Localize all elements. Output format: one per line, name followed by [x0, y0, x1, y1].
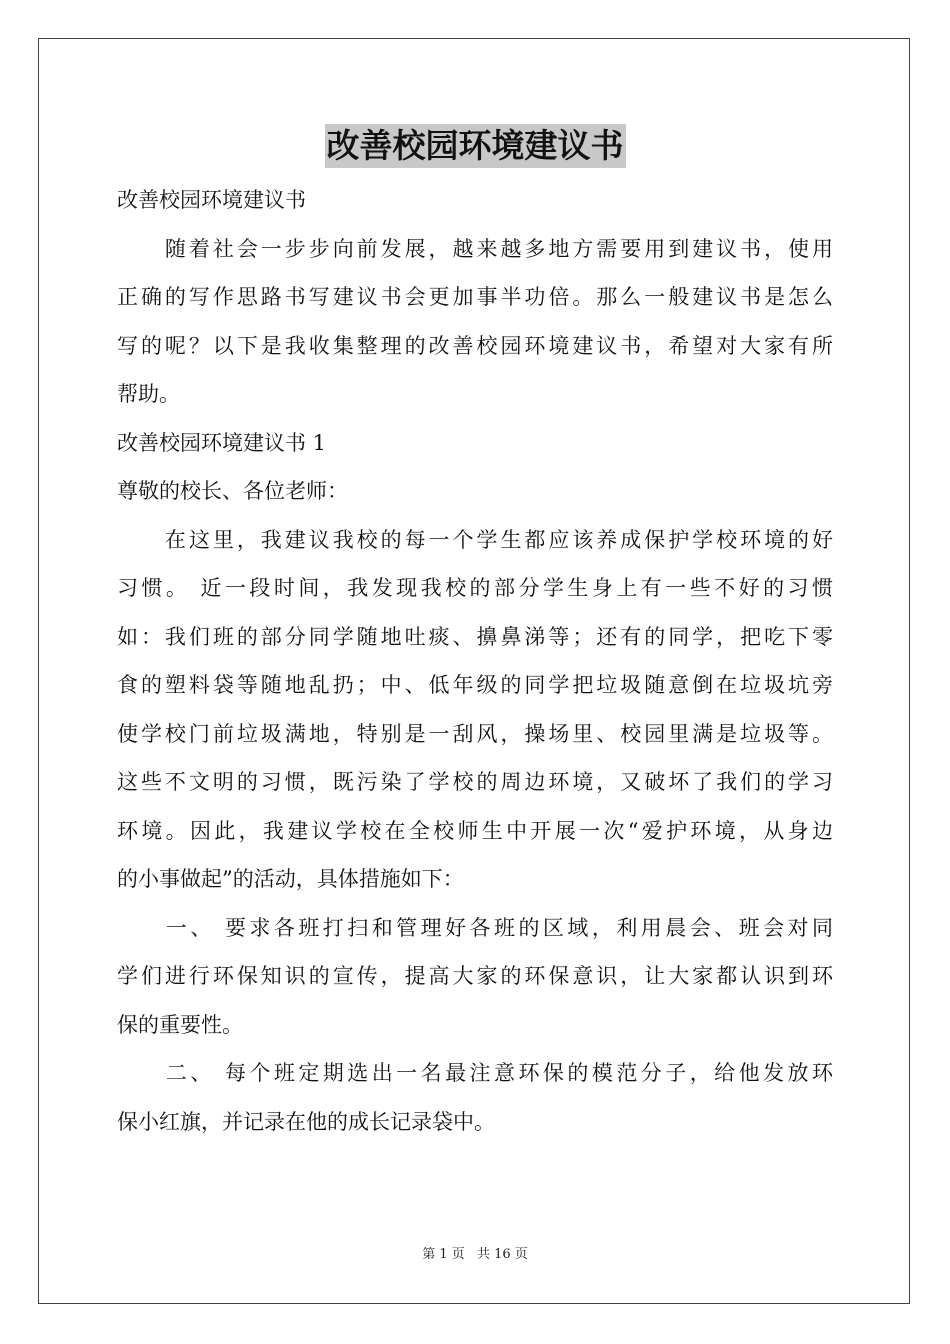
body-line: 写的呢？以下是我收集整理的改善校园环境建议书，希望对大家有所: [117, 333, 833, 358]
section-heading: 改善校园环境建议书 1: [117, 430, 327, 455]
body-line: 环境。因此，我建议学校在全校师生中开展一次“爱护环境，从身边: [117, 818, 833, 843]
body-line: 二、 每个班定期选出一名最注意环保的模范分子，给他发放环: [117, 1061, 833, 1085]
body-line: 随着社会一步步向前发展，越来越多地方需要用到建议书，使用: [117, 236, 833, 261]
page-number: 第 1 页: [422, 1247, 465, 1262]
body-line: 保的重要性。: [117, 1012, 243, 1037]
body-line: 的小事做起”的活动，具体措施如下：: [117, 867, 464, 891]
body-line: 这些不文明的习惯，既污染了学校的周边环境，又破坏了我们的学习: [117, 770, 833, 794]
body-line: 学们进行环保知识的宣传，提高大家的环保意识，让大家都认识到环: [117, 964, 833, 988]
body-line: 保小红旗，并记录在他的成长记录袋中。: [117, 1109, 495, 1134]
body-line: 如：我们班的部分同学随地吐痰、擤鼻涕等；还有的同学，把吃下零: [117, 624, 833, 649]
body-line: 正确的写作思路书写建议书会更加事半功倍。那么一般建议书是怎么: [117, 285, 833, 309]
body-line: 一、 要求各班打扫和管理好各班的区域，利用晨会、班会对同: [117, 915, 833, 940]
document-body: [117, 176, 833, 1146]
body-line: 使学校门前垃圾满地，特别是一刮风，操场里、校园里满是垃圾等。: [117, 721, 833, 746]
document-title: 改善校园环境建议书: [325, 124, 626, 168]
body-line: 习惯。 近一段时间，我发现我校的部分学生身上有一些不好的习惯: [117, 576, 833, 600]
title-area: [0, 124, 950, 168]
subtitle-line: 改善校园环境建议书: [117, 188, 306, 212]
body-line: 在这里，我建议我校的每一个学生都应该养成保护学校环境的好: [117, 527, 833, 552]
body-line: 食的塑料袋等随地乱扔；中、低年级的同学把垃圾随意倒在垃圾坑旁: [117, 673, 833, 697]
page-footer: [0, 1243, 950, 1262]
body-line: 帮助。: [117, 382, 180, 406]
salutation-line: 尊敬的校长、各位老师：: [117, 479, 348, 503]
page-total: 共 16 页: [476, 1247, 528, 1262]
